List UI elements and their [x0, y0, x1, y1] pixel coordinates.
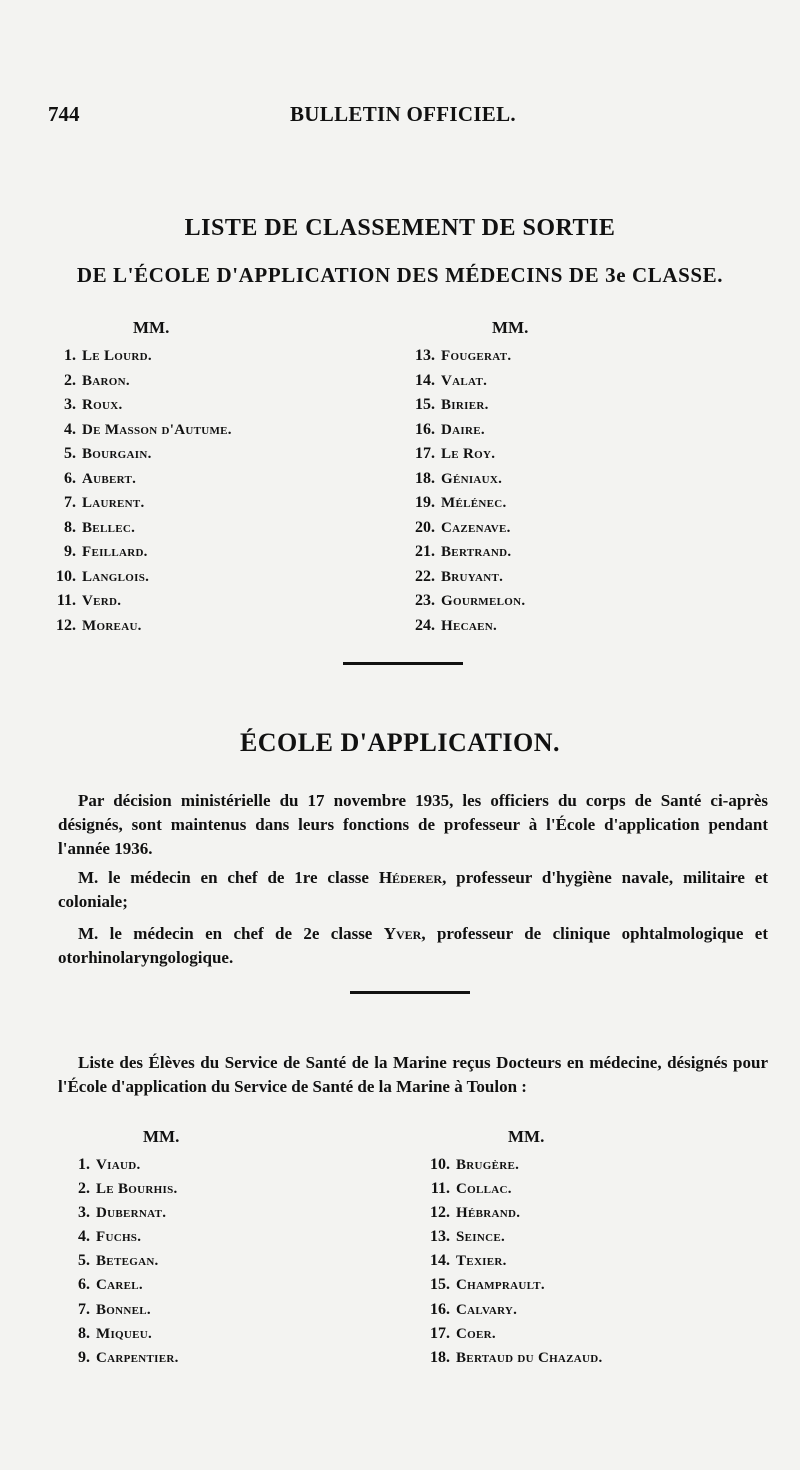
- column-header-right: MM.: [492, 318, 529, 337]
- list-item: [405, 442, 525, 467]
- person-name: Miqueu.: [96, 1325, 153, 1342]
- rank-number: 1.: [78, 1156, 90, 1173]
- list-item: [420, 1177, 603, 1201]
- rank-number: 4.: [78, 1228, 90, 1246]
- rank-number: 20.: [415, 518, 435, 536]
- list-item: [46, 344, 232, 369]
- rank-number: 14.: [415, 371, 435, 389]
- students-list-right: [420, 1153, 603, 1370]
- list-item: [420, 1225, 603, 1249]
- list-item: [60, 1177, 179, 1201]
- list-item: [420, 1273, 603, 1297]
- rank-number: 15.: [415, 396, 435, 413]
- person-name: Géniaux.: [441, 470, 503, 487]
- list-item: [60, 1273, 179, 1297]
- person-name: Feillard.: [82, 544, 148, 560]
- person-name: Coer.: [456, 1325, 496, 1342]
- page-number: 744: [48, 102, 80, 126]
- person-name: Hébrand.: [456, 1205, 521, 1222]
- person-name: Le Bourhis.: [96, 1181, 178, 1198]
- list-item: [405, 467, 525, 492]
- list-item: [46, 491, 232, 516]
- list-item: [60, 1322, 179, 1346]
- rank-number: 18.: [430, 1348, 450, 1366]
- person-name: Brugère.: [456, 1157, 520, 1173]
- rank-number: 5.: [78, 1252, 90, 1270]
- column-header-left: MM.: [133, 318, 170, 337]
- person-name: Bonnel.: [96, 1301, 151, 1318]
- list-item: [405, 491, 525, 516]
- person-name: Le Lourd.: [82, 348, 152, 364]
- rank-number: 18.: [415, 469, 435, 487]
- list-item: [405, 369, 525, 394]
- rank-number: 11.: [56, 592, 76, 609]
- person-name: Moreau.: [82, 617, 142, 634]
- list-item: [46, 369, 232, 394]
- list-item: [46, 418, 232, 443]
- person-name: Daire.: [441, 421, 485, 438]
- professor-paragraph-2: [58, 922, 768, 970]
- rank-number: 19.: [415, 494, 435, 511]
- rank-number: 13.: [430, 1228, 450, 1246]
- section-heading: ÉCOLE D'APPLICATION.: [239, 728, 561, 757]
- list-item: [420, 1322, 603, 1346]
- ranking-list-left: [46, 344, 232, 638]
- list-item: [60, 1201, 179, 1225]
- list-item: [60, 1153, 179, 1177]
- person-name: Champrault.: [456, 1277, 545, 1294]
- person-name: Viaud.: [96, 1157, 141, 1173]
- person-name: Mélénec.: [441, 495, 507, 511]
- rank-number: 7.: [64, 494, 76, 511]
- person-name: Carel.: [96, 1277, 143, 1294]
- rank-number: 21.: [415, 543, 435, 560]
- person-name: Carpentier.: [96, 1349, 179, 1366]
- list-item: [420, 1249, 603, 1273]
- person-name: Texier.: [456, 1253, 507, 1270]
- decision-paragraph: Par décision ministérielle du 17 novembre 1935, les officiers du corps de Santé ci-après désignés, sont maintenus dans leurs fonctions de professeur à l'École d'application pendant l'année 1936.: [58, 791, 768, 858]
- list-item: [60, 1298, 179, 1322]
- rank-number: 13.: [415, 347, 435, 364]
- students-intro: Liste des Élèves du Service de Santé de la Marine reçus Docteurs en médecine, désignés pour l'École d'application du Service de Santé de la Marine à Toulon :: [58, 1053, 768, 1096]
- rank-number: 3.: [78, 1204, 90, 1222]
- rank-number: 7.: [78, 1300, 90, 1318]
- ranking-list-right: [405, 344, 525, 638]
- person-name: Verd.: [82, 593, 122, 609]
- person-name: Seince.: [456, 1229, 506, 1246]
- students-list-left: [60, 1153, 179, 1370]
- person-name: Collac.: [456, 1181, 512, 1198]
- rank-number: 3.: [64, 396, 76, 413]
- list-item: [405, 418, 525, 443]
- rank-number: 16.: [430, 1300, 450, 1318]
- rank-number: 23.: [415, 592, 435, 609]
- rank-number: 2.: [64, 371, 76, 389]
- person-name: Valat.: [441, 372, 488, 389]
- rank-number: 10.: [56, 567, 76, 585]
- professor-paragraph-1: [58, 866, 768, 914]
- person-name: Calvary.: [456, 1301, 518, 1318]
- p2-text-after: , professeur d'hygiène navale, militaire et coloniale;: [58, 868, 769, 911]
- list-item: [46, 393, 232, 418]
- divider-rule: [343, 662, 463, 665]
- page-header: [48, 102, 748, 132]
- person-name: Fougerat.: [441, 348, 512, 364]
- rank-number: 12.: [56, 616, 76, 634]
- rank-number: 11.: [430, 1180, 450, 1198]
- rank-number: 9.: [64, 543, 76, 560]
- person-name: De Masson d'Autume.: [82, 421, 232, 438]
- running-title: BULLETIN OFFICIEL.: [290, 102, 516, 126]
- rank-number: 5.: [64, 445, 76, 462]
- rank-number: 17.: [415, 445, 435, 462]
- column-header-right-2: MM.: [508, 1127, 545, 1146]
- person-name: Fuchs.: [96, 1229, 142, 1246]
- rank-number: 2.: [78, 1180, 90, 1198]
- list-item: [46, 467, 232, 492]
- list-item: [420, 1201, 603, 1225]
- list-item: [420, 1298, 603, 1322]
- person-name: Bertaud du Chazaud.: [456, 1349, 603, 1366]
- list-item: [46, 589, 232, 614]
- list-title: LISTE DE CLASSEMENT DE SORTIE: [184, 215, 616, 241]
- person-name: Bruyant.: [441, 568, 504, 585]
- person-name: Bertrand.: [441, 544, 512, 560]
- person-name: Le Roy.: [441, 446, 496, 462]
- list-item: [405, 344, 525, 369]
- rank-number: 8.: [78, 1324, 90, 1342]
- list-item: [420, 1153, 603, 1177]
- column-header-left-2: MM.: [143, 1127, 180, 1146]
- p3-text-after: , professeur de clinique ophtalmologique et otorhinolaryngologique.: [58, 924, 768, 967]
- list-item: [46, 442, 232, 467]
- person-name: Langlois.: [82, 568, 150, 585]
- rank-number: 17.: [430, 1324, 450, 1342]
- list-item: [46, 540, 232, 565]
- list-item: [405, 589, 525, 614]
- rank-number: 4.: [64, 420, 76, 438]
- rank-number: 1.: [64, 347, 76, 364]
- p2-text-before: M. le médecin en chef de 1re classe: [78, 868, 379, 887]
- professor-name-2: Yver: [383, 924, 422, 943]
- list-item: [405, 516, 525, 541]
- list-item: [405, 614, 525, 639]
- list-item: [46, 614, 232, 639]
- rank-number: 16.: [415, 420, 435, 438]
- person-name: Cazenave.: [441, 519, 511, 536]
- rank-number: 6.: [64, 469, 76, 487]
- rank-number: 22.: [415, 567, 435, 585]
- list-item: [60, 1346, 179, 1370]
- person-name: Baron.: [82, 372, 130, 389]
- rank-number: 10.: [430, 1156, 450, 1173]
- person-name: Gourmelon.: [441, 593, 526, 609]
- list-item: [405, 565, 525, 590]
- person-name: Birier.: [441, 397, 489, 413]
- p3-text-before: M. le médecin en chef de 2e classe: [78, 924, 384, 943]
- rank-number: 24.: [415, 616, 435, 634]
- list-subtitle: DE L'ÉCOLE D'APPLICATION DES MÉDECINS DE 3e CLASSE.: [76, 263, 724, 287]
- list-item: [60, 1249, 179, 1273]
- person-name: Hecaen.: [441, 617, 498, 634]
- person-name: Laurent.: [82, 495, 145, 511]
- rank-number: 14.: [430, 1252, 450, 1270]
- rank-number: 9.: [78, 1348, 90, 1366]
- divider-rule-2: [350, 991, 470, 994]
- rank-number: 15.: [430, 1276, 450, 1294]
- list-item: [60, 1225, 179, 1249]
- person-name: Dubernat.: [96, 1205, 167, 1222]
- rank-number: 6.: [78, 1276, 90, 1294]
- list-item: [46, 516, 232, 541]
- person-name: Bellec.: [82, 519, 136, 536]
- person-name: Aubert.: [82, 470, 137, 487]
- list-item: [405, 540, 525, 565]
- person-name: Bourgain.: [82, 446, 152, 462]
- list-item: [46, 565, 232, 590]
- rank-number: 8.: [64, 518, 76, 536]
- person-name: Betegan.: [96, 1253, 159, 1270]
- person-name: Roux.: [82, 397, 123, 413]
- list-item: [420, 1346, 603, 1370]
- professor-name-1: Héderer: [378, 868, 443, 887]
- rank-number: 12.: [430, 1204, 450, 1222]
- list-item: [405, 393, 525, 418]
